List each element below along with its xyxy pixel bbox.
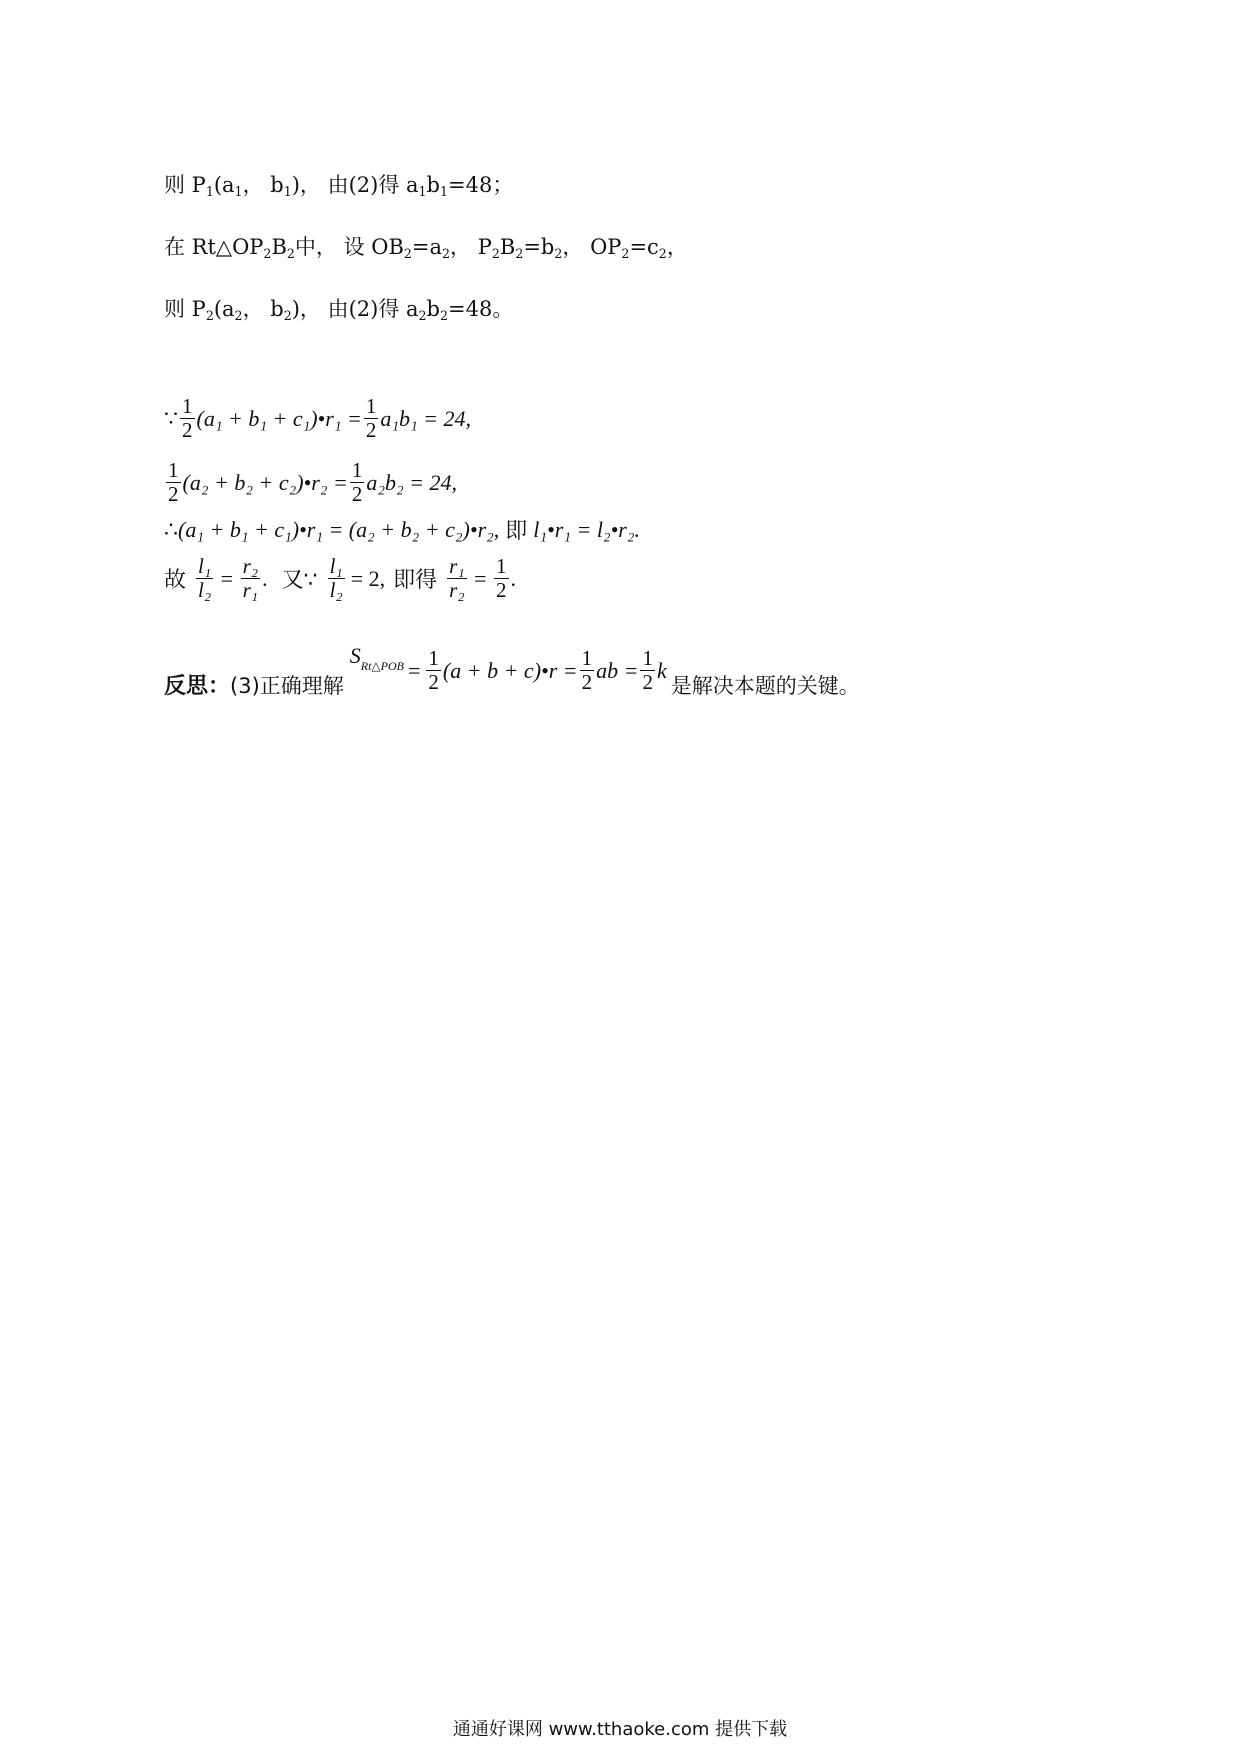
reflection-intro: (3)正确理解 <box>230 673 344 698</box>
denominator: 2 <box>642 670 653 694</box>
equation-tail: a₁b₁ = 24, <box>380 405 471 431</box>
numerator: 1 <box>365 394 377 418</box>
text-segment: ， P <box>450 235 492 259</box>
numerator: 1 <box>351 458 363 482</box>
page-footer: 通通好课网 www.tthaoke.com 提供下载 <box>452 1719 788 1740</box>
area-subscript: Rt△POB <box>360 659 404 674</box>
subscript: 2 <box>554 245 563 261</box>
text-line-3 <box>164 294 513 324</box>
area-symbol <box>350 643 404 674</box>
reflection-outro: 是解决本题的关键。 <box>670 673 860 698</box>
text-segment: ， b <box>242 297 284 321</box>
fraction-r1-r2 <box>447 556 466 601</box>
text-segment: =b <box>523 235 555 259</box>
numerator: 1 <box>581 646 593 670</box>
subscript: 1 <box>439 183 448 199</box>
text-segment: (a <box>213 297 235 321</box>
you-because-word: 又∵ <box>281 568 318 593</box>
fraction-half <box>494 556 509 601</box>
fraction-half <box>426 648 441 693</box>
fraction-half <box>580 648 595 693</box>
text-segment: B <box>499 235 516 259</box>
text-segment: =a <box>411 235 443 259</box>
subscript: 1 <box>418 183 427 199</box>
text-segment: 在 Rt△OP <box>164 235 264 259</box>
denominator: 2 <box>428 670 439 694</box>
equation-1 <box>164 396 471 441</box>
equation-tail: l₁•r₁ = l₂•r₂. <box>533 516 640 542</box>
text-segment: B <box>271 235 287 259</box>
subscript: 2 <box>442 245 451 261</box>
equation-4: 故 $\frac{\text{l₁}}{\text{l₂}}$ = $\frac{\text{r₂}}{\text{r₁}}$ . 又∵ $\frac{\text{l₁}}{\text{l₂}}$ = 2, 即得 $\frac{\text{r₁}}{\text{r₂}}$ = $\frac{1}{2}$ . <box>164 554 517 602</box>
denominator: 2 <box>581 670 593 694</box>
numerator: 1 <box>182 394 193 418</box>
numerator: 1 <box>168 458 179 482</box>
subscript: 1 <box>234 183 243 199</box>
equation-2 <box>164 460 457 505</box>
equals-two: = 2, <box>350 565 386 591</box>
ji-word: 即 <box>505 519 528 544</box>
numerator: r₁ <box>449 554 465 578</box>
subscript: 1 <box>205 183 214 199</box>
denominator: 2 <box>496 578 507 602</box>
subscript: 2 <box>263 245 272 261</box>
equation-body: (a₁ + b₁ + c₁)•r₁ = <box>196 405 362 431</box>
denominator: 2 <box>351 482 363 506</box>
formula-body: (a + b + c)•r = <box>442 657 578 683</box>
period: . <box>262 565 268 591</box>
denominator: 2 <box>182 418 193 442</box>
fraction-l1-l2 <box>328 556 345 601</box>
numerator: r₂ <box>242 554 259 578</box>
text-segment: )， 由(2)得 a <box>291 173 419 197</box>
period: . <box>510 565 517 591</box>
subscript: 1 <box>283 183 292 199</box>
text-segment: =48。 <box>448 297 514 321</box>
jide-word: 即得 <box>393 568 438 593</box>
subscript: 2 <box>658 245 667 261</box>
text-segment: ， <box>666 235 688 259</box>
denominator: r₁ <box>242 578 259 602</box>
formula-k: k <box>656 657 667 683</box>
text-segment: =c <box>629 235 659 259</box>
therefore-symbol: ∴ <box>164 516 178 542</box>
fraction-l1-l2 <box>196 556 213 601</box>
numerator: 1 <box>428 646 439 670</box>
equals-sign: = <box>407 657 421 683</box>
equation-body: (a₂ + b₂ + c₂)•r₂ = <box>182 469 348 495</box>
subscript: 2 <box>491 245 500 261</box>
subscript: 2 <box>286 245 295 261</box>
text-segment: 则 P <box>164 173 206 197</box>
text-line-2 <box>164 232 688 262</box>
equation-body: (a₁ + b₁ + c₁)•r₁ = (a₂ + b₂ + c₂)•r₂, <box>178 516 500 542</box>
area-S: S <box>349 642 361 668</box>
subscript: 2 <box>418 307 427 323</box>
denominator: 2 <box>365 418 377 442</box>
subscript: 2 <box>403 245 412 261</box>
text-segment: b <box>426 297 440 321</box>
text-segment: (a <box>213 173 235 197</box>
text-segment: 则 P <box>164 297 206 321</box>
subscript: 2 <box>439 307 448 323</box>
text-segment: 中， 设 OB <box>294 235 404 259</box>
subscript: 2 <box>621 245 630 261</box>
denominator: r₂ <box>449 578 465 602</box>
text-segment: ， OP <box>562 235 622 259</box>
text-line-1 <box>164 170 513 200</box>
text-segment: ， b <box>242 173 284 197</box>
subscript: 2 <box>205 307 214 323</box>
reflection-line <box>164 642 860 707</box>
numerator: l₁ <box>329 554 343 578</box>
denominator: 2 <box>168 482 179 506</box>
reflection-label: 反思： <box>164 674 231 699</box>
numerator: 1 <box>496 554 507 578</box>
fraction-half <box>350 460 365 505</box>
gu-word: 故 <box>164 568 187 593</box>
fraction-r2-r1 <box>241 556 260 601</box>
fraction-half <box>364 396 379 441</box>
fraction-half <box>640 648 655 693</box>
subscript: 2 <box>283 307 292 323</box>
area-formula <box>424 648 666 693</box>
equation-tail: a₂b₂ = 24, <box>366 469 457 495</box>
text-segment: =48； <box>448 173 514 197</box>
fraction-half <box>180 396 195 441</box>
text-segment: )， 由(2)得 a <box>291 297 419 321</box>
denominator: l₂ <box>329 578 343 602</box>
fraction-half <box>166 460 181 505</box>
subscript: 2 <box>234 307 243 323</box>
equation-3 <box>164 514 640 545</box>
numerator: l₁ <box>198 554 212 578</box>
because-symbol: ∵ <box>164 405 178 431</box>
denominator: l₂ <box>198 578 212 602</box>
formula-ab: ab = <box>596 657 639 683</box>
numerator: 1 <box>642 646 653 670</box>
subscript: 2 <box>515 245 524 261</box>
text-segment: b <box>426 173 440 197</box>
